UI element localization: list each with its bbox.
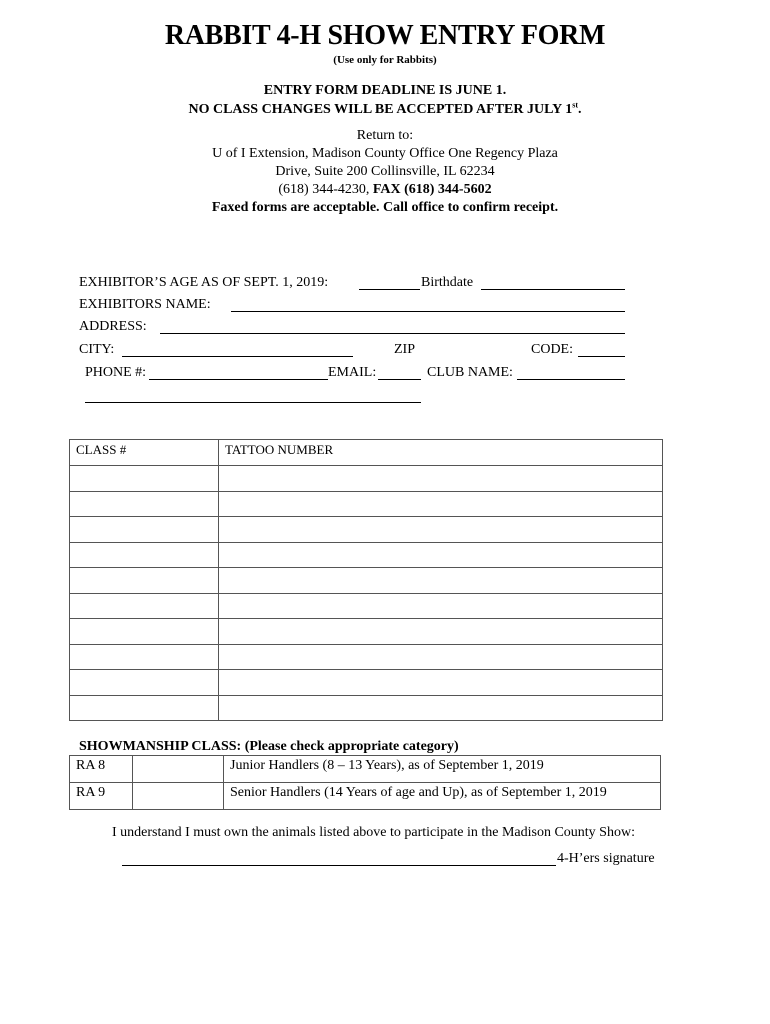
phone-label: PHONE #: [85,365,147,380]
tattoo-number-cell[interactable] [219,619,663,645]
phone-input[interactable] [149,367,328,380]
tattoo-number-header: TATTOO NUMBER [219,440,663,466]
showmanship-checkbox-senior[interactable] [133,783,224,810]
tattoo-number-cell[interactable] [219,670,663,696]
class-number-cell[interactable] [70,593,219,619]
showmanship-table [69,755,661,810]
fax-note: Faxed forms are acceptable. Call office to confirm receipt. [211,200,559,215]
class-number-header: CLASS # [70,440,219,466]
office-phone: (618) 344-4230, [278,182,370,197]
form-subtitle: (Use only for Rabbits) [333,54,437,66]
zip-code-input[interactable] [578,344,625,357]
return-address-line2: Drive, Suite 200 Collinsville, IL 62234 [275,164,495,179]
table-row [70,644,663,670]
showmanship-code: RA 8 [70,756,133,783]
email-input[interactable] [378,367,421,380]
club-name-input[interactable] [517,367,625,380]
name-label: EXHIBITORS NAME: [79,297,211,312]
tattoo-number-cell[interactable] [219,695,663,721]
tattoo-number-cell[interactable] [219,593,663,619]
tattoo-number-cell[interactable] [219,542,663,568]
table-row [70,568,663,594]
birthdate-label: Birthdate [421,275,474,290]
city-input[interactable] [122,344,353,357]
office-fax: FAX (618) 344-5602 [372,182,492,197]
form-title: RABBIT 4-H SHOW ENTRY FORM [164,20,606,51]
ownership-statement: I understand I must own the animals listed above to participate in the Madison County Show: [112,825,635,840]
zip-label: ZIP [394,342,415,357]
club-name-continuation-input[interactable] [85,390,421,403]
table-row [70,619,663,645]
table-row [70,517,663,543]
table-row [70,466,663,492]
city-label: CITY: [79,342,115,357]
no-changes-superscript: st [572,100,579,110]
table-header-row [70,440,663,466]
table-row [70,756,661,783]
address-label: ADDRESS: [79,319,147,334]
age-input[interactable] [359,277,420,290]
tattoo-number-cell[interactable] [219,644,663,670]
showmanship-checkbox-junior[interactable] [133,756,224,783]
no-changes-notice [0,102,770,118]
tattoo-number-cell[interactable] [219,517,663,543]
tattoo-number-cell[interactable] [219,568,663,594]
tattoo-number-cell[interactable] [219,466,663,492]
table-row [70,783,661,810]
table-row [70,695,663,721]
deadline-notice: ENTRY FORM DEADLINE IS JUNE 1. [263,83,507,98]
return-address-line1: U of I Extension, Madison County Office One Regency Plaza [212,146,558,161]
name-input[interactable] [231,299,625,312]
email-label: EMAIL: [328,365,377,380]
table-row [70,491,663,517]
class-number-cell[interactable] [70,466,219,492]
class-number-cell[interactable] [70,517,219,543]
birthdate-input[interactable] [481,277,625,290]
class-number-cell[interactable] [70,619,219,645]
showmanship-code: RA 9 [70,783,133,810]
code-label: CODE: [531,342,573,357]
return-to-label: Return to: [356,128,414,143]
class-number-cell[interactable] [70,568,219,594]
class-number-cell[interactable] [70,644,219,670]
table-row [70,670,663,696]
class-number-cell[interactable] [70,542,219,568]
signature-input[interactable] [122,853,556,866]
class-number-cell[interactable] [70,491,219,517]
signature-label: 4-H’ers signature [557,851,655,866]
showmanship-desc: Senior Handlers (14 Years of age and Up), as of September 1, 2019 [224,783,661,810]
class-tattoo-table [69,439,663,721]
address-input[interactable] [160,321,625,334]
tattoo-number-cell[interactable] [219,491,663,517]
class-number-cell[interactable] [70,670,219,696]
table-row [70,542,663,568]
club-label: CLUB NAME: [427,365,513,380]
showmanship-heading: SHOWMANSHIP CLASS: (Please check appropriate category) [79,739,459,754]
no-changes-period: . [578,102,582,117]
age-label: EXHIBITOR’S AGE AS OF SEPT. 1, 2019: [79,275,329,290]
table-row [70,593,663,619]
showmanship-desc: Junior Handlers (8 – 13 Years), as of September 1, 2019 [224,756,661,783]
no-changes-text: NO CLASS CHANGES WILL BE ACCEPTED AFTER JULY 1 [188,102,573,117]
class-number-cell[interactable] [70,695,219,721]
return-phone-fax [0,182,770,198]
